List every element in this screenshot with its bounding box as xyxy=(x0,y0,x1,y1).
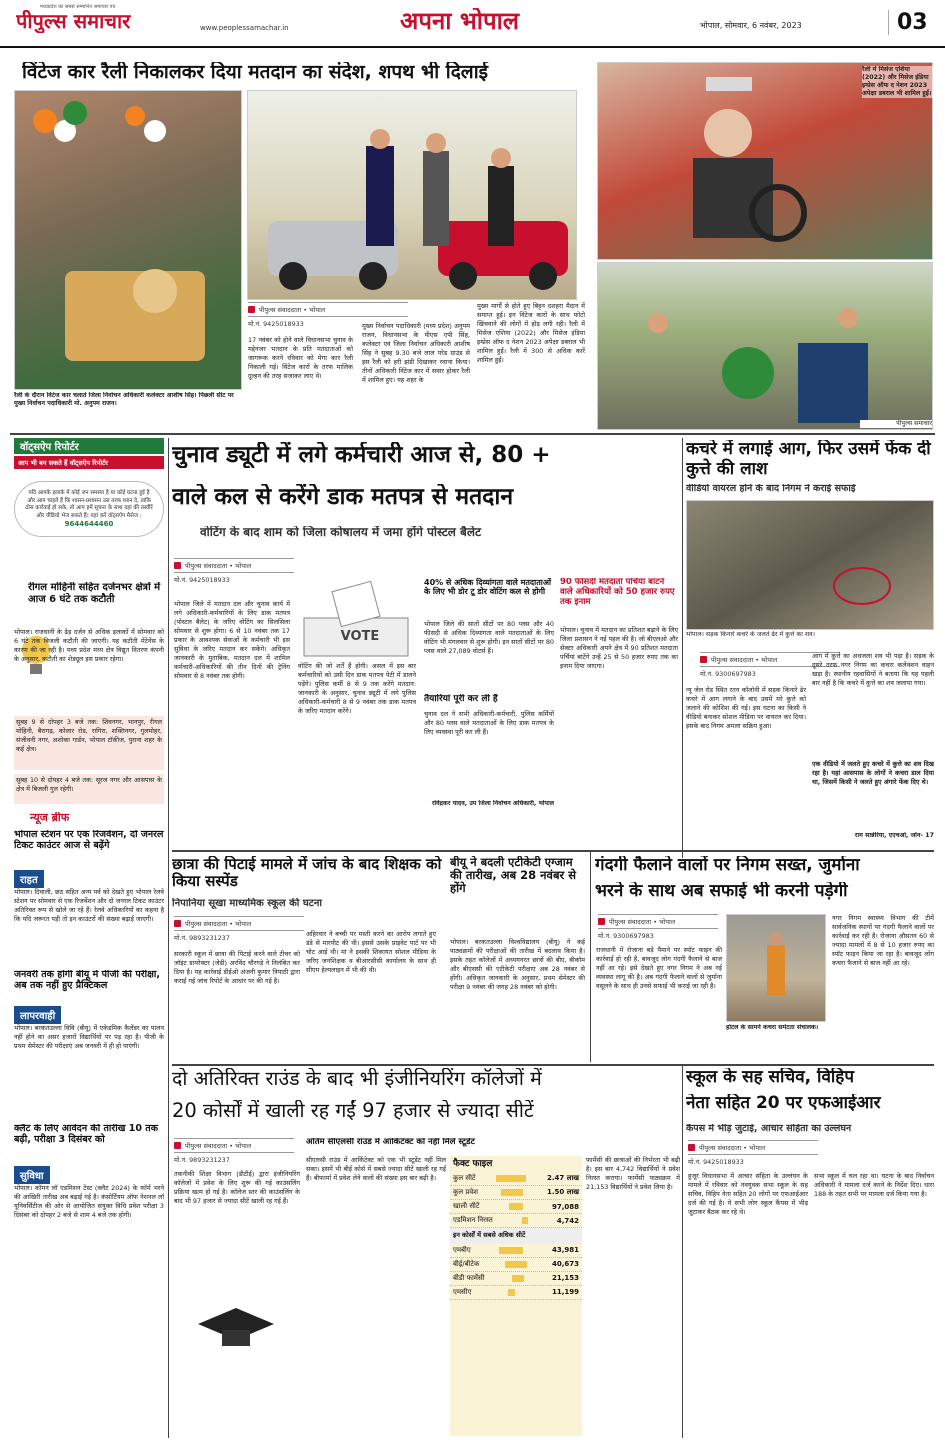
garbage-quote: एक वीडियो में जलते हुए कचरे में कुत्ते का शव दिख रहा है। यहां आसपास के लोगों ने कचरा डाल दिया था, जिसमें किसी ने जलते हुए अंगारे फेंक दिए थे। xyxy=(812,760,934,786)
section-title xyxy=(400,8,600,36)
suv-headline: क्लैट के लिए आवेदन की तारीख 10 तक बढ़ी, परीक्षा 3 दिसंबर को xyxy=(14,1124,158,1145)
byline xyxy=(248,302,408,317)
byline xyxy=(174,558,294,573)
prep-head: तैयारियां पूरी कर ली हैं xyxy=(424,694,498,704)
byline-text: पीपुल्स संवाददाता • भोपाल xyxy=(185,1142,252,1150)
vote-label: VOTE xyxy=(340,630,380,644)
engg-col-1: तकनीकी शिक्षा विभाग (डीटीई) द्वारा इंजीनियरिंग कॉलेजों में प्रवेश के लिए शुरू की गई काउंसलिंग प्रक्रिया खत्म हो गई है। कॉलेज स्तर की काउंसलिंग के बाद भी 97 हजार से ज्यादा सीटें खाली रह गई हैं। xyxy=(174,1170,300,1205)
mobile: मो.नं. 9425018933 xyxy=(174,576,230,584)
whatsapp-box xyxy=(14,438,164,578)
teacher-col-1: सरकारी स्कूल में छात्रा की पिटाई करने वाले टीचर को जॉइंट डायरेक्टर (जेडी) अरविंद चौरगड़े ने निलंबित कर दिया है। यह कार्रवाई डीईओ अंजनी कुमार त्रिपाठी द्वारा कराई गई जांच रिपोर्ट के आधार पर की गई है। xyxy=(174,950,300,985)
rahat-tag: राहत xyxy=(14,870,44,888)
fact-value: 4,742 xyxy=(556,1216,579,1225)
photo-credit: पीपुल्स समाचार xyxy=(860,420,932,428)
byline xyxy=(598,914,718,929)
engg-col-3: फार्मेसी की छात्राओं की निर्भरता भी बढ़ी है। इस बार 4,742 विद्यार्थियों ने प्रवेश निरस्त कराया। फार्मेसी पाठ्यक्रम में 21,153 विद्यार्थियों ने प्रवेश लिया है। xyxy=(586,1156,680,1191)
fact-label: बीडी फार्मेसी xyxy=(453,1273,485,1282)
fact-bar xyxy=(499,1247,523,1254)
garbage-quote-sign: राम सान्नेरिया, एएचओ, जोन- 17 xyxy=(854,832,934,839)
fact-row xyxy=(450,1186,582,1200)
site-url[interactable]: www.peoplessamachar.in xyxy=(200,24,289,32)
fact-label: बीई/बीटेक xyxy=(453,1259,480,1268)
fir-headline-2: नेता सहित 20 पर एफआईआर xyxy=(686,1094,881,1113)
fact-row xyxy=(450,1200,582,1214)
fact-value: 97,088 xyxy=(551,1202,579,1211)
lead-col-3: मुख्य मार्गों से होते हुए बिट्टन दशहरा मैदान में समाप्त हुई। इन विंटेज कारों के साथ फोटो खिंचवाने की लोगों में होड़ लगी रही। रैली में मिसेज एशिया (2022) और मिसेज इंडिया इम्प्रेस ऑफ द नेशन 2023 अपेक्षा डबराल भी शामिल हुईं। रैली में 300 से अधिक कारें शामिल हुईं। xyxy=(477,302,585,364)
byline xyxy=(688,1140,818,1155)
rahat-headline: भोपाल स्टेशन पर एक रिजर्वेशन, दो जनरल टिकट काउंटर आज से बढ़ेंगे xyxy=(14,830,164,851)
byline-text: पीपुल्स संवाददाता • भोपाल xyxy=(711,656,778,664)
fact-row xyxy=(450,1172,582,1186)
nigam-col-1: राजधानी में रोजाना बड़े पैमाने पर स्पॉट फाइन की कार्रवाई हो रही है, बावजूद लोग गंदगी फैलाने से बाज नहीं आ रहे। इसे देखते हुए नगर निगम ने अब नई व्यवस्था लागू की है। अब गंदगी फैलाने वालों से जुर्माना वसूलने के साथ ही उनसे सफाई भी कराई जा रही है। xyxy=(596,946,722,990)
dateline: भोपाल, सोमवार, 6 नवंबर, 2023 xyxy=(700,21,802,30)
mobile: मो.नं. 9425018933 xyxy=(248,320,304,328)
lead-photo-caption-right: रैली में मिसेज एशिया (2022) और मिसेज इंडिया इम्प्रेस ऑफ द नेशन 2023 अपेक्षा डबराल भी शामिल हुईं। xyxy=(862,66,934,98)
fact-bar xyxy=(501,1189,523,1196)
byline xyxy=(174,1138,294,1153)
engg-byline xyxy=(174,1138,294,1166)
byline-text: पीपुल्स संवाददाता • भोपाल xyxy=(699,1144,766,1152)
lead-col-1: 17 नवंबर को होने वाले विधानसभा चुनाव के मद्देनजर भतदान के प्रति मतदाताओं को जागरूक करने रविवार को मेगा कार रैली निकाली गई। विंटेज कारों के तरफ मालिक दूल्हन की तरह सजाकर लाए थे। xyxy=(248,336,353,380)
fact-label: एडमिशन निरस्त xyxy=(453,1216,493,1225)
nigam-headline-1: गंदगी फैलाने वालों पर निगम सख्त, जुर्माना xyxy=(595,856,860,875)
power-bullet-1 xyxy=(14,716,164,770)
brief-title: न्यूज ब्रीफ xyxy=(30,812,70,824)
engg-headline-1: दो अतिरिक्त राउंड के बाद भी इंजीनियरिंग कॉलेजों में xyxy=(172,1068,542,1090)
lead-photo-crowd xyxy=(597,262,933,430)
divider xyxy=(172,850,934,852)
power-bullet-1-text: सुबह 9 से दोपहर 3 बजे तक: शिवनगर, भानपुर, रीगल मोहिनी, बैरागढ़, कोलार रोड, रागिरा, शक्तिनगर, गुलमोहर, संजीवनी नगर, अशोका गार्डन, भोपाल टॉकीज, पुराना शहर के कई क्षेत्र। xyxy=(16,718,162,753)
fact-value: 11,199 xyxy=(551,1288,579,1297)
fact-file xyxy=(450,1156,582,1436)
nigam-headline-2: भरने के साथ अब सफाई भी करनी पड़ेगी xyxy=(595,882,848,901)
byline-text: पीपुल्स संवाददाता • भोपाल xyxy=(185,920,252,928)
logo: पीपुल्स समाचार xyxy=(16,10,131,33)
course-list xyxy=(450,1244,582,1300)
suv-body: भोपाल। कॉमन लॉ एडमिशन टेस्ट (क्लैट 2024) के फॉर्म भरने की आखिरी तारीख अब बढ़ाई गई है। कंसोर्टियम ऑफ नेशनल लॉ यूनिवर्सिटीज की ओर से आयोजित संयुक्त विधि प्रवेश परीक्षा 3 दिसंबर को दोपहर 2 बजे से शाम 4 बजे तक होगी। xyxy=(14,1184,164,1219)
lap-tag: लापरवाही xyxy=(14,1006,61,1024)
fact-value: 40,673 xyxy=(551,1260,579,1269)
rahat-body: भोपाल। दिवाली, छठ सहित अन्य पर्व को देखते हुए भोपाल रेलवे स्टेशन पर सोमवार से एक रिजर्वेशन और दो जनरल टिकट काउंटर अतिरिक्त रूप से खोले जा रहे हैं। रेलवे अधिकारियों का कहना है कि यदि जरूरत पड़ी तो इन काउंटरों की संख्या बढ़ाई जाएगी। xyxy=(14,888,164,923)
lead-photo-caption-left: रैली के दौरान विंटेज कार चलाते जिला निर्वाचन अधिकारी कलेक्टर आशीष सिंह। पिछली सीट पर मुख्य निर्वाचन पदाधिकारी मो. अनुपम राजन। xyxy=(14,392,234,407)
election-col-1: भोपाल जिले में मतदान दल और चुनाव कार्य में लगे अधिकारी-कर्मचारियों के लिए डाक मतपत्र (पोस्टल बैलेट) के जरिए वोटिंग का सिलसिला सोमवार से शुरू होगा। 6 से 10 नवंबर तक 17 प्रकार के आवश्यक सेवाओं के कर्मचारी भी इस सुविधा के जरिए मतदान कर सकेंगे। अधिकृत जानकारी के मुताबिक, मतदान दल में शामिल कर्मचारी-अधिकारियों की तीन दिनों की ट्रेनिंग सोमवार से 8 नवंबर तक होगी। xyxy=(174,600,290,680)
power-body: भोपाल। राजधानी के ढेड़ दर्जन से अधिक इलाकों में सोमवार को 6 घंटे तक बिजली कटौती की जाएगी। यह कटौती मेंटेनेंस के कारण की जा रही है। मध्य प्रदेश मध्य क्षेत्र विद्युत वितरण कंपनी के अनुसार, कटौती का शेड्यूल इस प्रकार रहेगा। xyxy=(14,628,164,663)
fact-title: फैक्ट फाइल xyxy=(453,1159,493,1169)
fact-value: 1.50 लाख xyxy=(546,1188,579,1197)
fact-row xyxy=(450,1286,582,1300)
engg-headline-2: 20 कोर्सों में खाली रह गईं 97 हजार से ज्यादा सीटें xyxy=(172,1100,534,1122)
garbage-photo xyxy=(686,500,934,630)
mobile: मो.नं. 9300697983 xyxy=(598,932,654,940)
nigam-col-2: नगर निगम स्वास्थ्य विभाग की टीमें सार्वजनिक स्थानों पर गंदगी फैलाने वालों पर कार्रवाई कर रही है। रोजाना औसतन 60 से ज्यादा मामलों में 8 से 10 हजार रुपए का स्पॉट फाइन किया जा रहा है। बावजूद लोग कचरा फैलाने से बाज नहीं आ रहे। xyxy=(832,914,934,967)
election-col-2: वोटिंग की जो शर्तें हैं होगी। असल में इस बार कर्मचारियों को उसी दिन डाक मतपत्र पेटी में डालने पड़ेंगे। पुलिस कर्मी 8 से 9 तक करेंगे मतदान: जानकारी के अनुसार, चुनाव ड्यूटी में लगे पुलिस अधिकारी-कर्मचारी 8 से 9 नवंबर तक डाक मतपत्र के जरिए मतदान करेंगे। xyxy=(298,662,416,715)
teacher-col-2: अहिरवार ने बच्ची पर मस्ती करने का आरोप लगाते हुए डंडे से मारपीट की थी। इससे उसके प्राइवेट पार्ट पर भी चोट आई थी। मां ने इसकी शिकायत सोशल मीडिया के जरिए जनशिक्षक व बीआरसीसी कार्यालय के साथ ही सीएम हेल्पलाइन में भी की थी। xyxy=(306,930,436,974)
mobile: मो.नं. 9425018933 xyxy=(688,1158,744,1166)
power-bullet-2-text: सुबह 10 से दोपहर 4 बजे तक: सूरज नगर और आसपास के क्षेत्र में बिजली गुल रहेगी। xyxy=(16,776,162,793)
divider xyxy=(172,1064,934,1066)
election-col-4: भोपाल। चुनाव में मतदान का प्रतिशत बढ़ाने के लिए जिला प्रशासन ने नई पहल की है। जो बीएलओ और सेक्टर अधिकारी अपने क्षेत्र में 90 प्रतिशत मतदाता पर्चियां बांटेंगे उन्हें 25 से 50 हजार रुपए तक का इनाम दिया जाएगा। xyxy=(560,626,678,670)
engg-sub-2: अंतिम सीएलसी राउंड में आर्किटेक्ट को नहीं मिले स्टूडेंट xyxy=(306,1138,475,1147)
whatsapp-subtitle: आप भी बन सकते हैं वॉट्सऐप रिपोर्टर xyxy=(14,456,164,469)
mobile: मो.नं. 9300697983 xyxy=(700,670,756,678)
fact-label: एमबीए xyxy=(453,1245,471,1254)
fir-col-1: हुजूर विधानसभा में आचार संहिता के उल्लंघन के मामले में रविवार को नवयुवक सभा स्कूल के सह सचिव, विहिप नेता सहित 20 लोगों पर एफआईआर दर्ज की गई है। ये सभी लोग स्कूल कैंपस में भीड़ जुटाकर बैठक कर रहे थे। xyxy=(688,1172,808,1216)
election-headline-1: चुनाव ड्यूटी में लगे कर्मचारी आज से, 80 + xyxy=(172,442,551,468)
fact-row xyxy=(450,1258,582,1272)
election-col-4-head: 90 फीसदी मतदाता पर्चियां बांटने वाले अधिकारियों को 50 हजार रुपए तक इनाम xyxy=(560,578,675,607)
election-sub: वोटिंग के बाद शाम को जिला कोषालय में जमा होंगे पोस्टल बैलेट xyxy=(200,526,482,539)
lead-headline: विंटेज कार रैली निकालकर दिया मतदान का संदेश, शपथ भी दिलाई xyxy=(22,62,488,83)
power-headline: रीगल मोहिनी सहित दर्जनभर क्षेत्रों में आज 6 घंटे तक कटौती xyxy=(28,582,161,605)
nigam-photo-caption: होटल के सामने कचरा समेटता संचालक। xyxy=(726,1024,819,1031)
lap-headline: जनवरी तक होगी बीयू में पीजी की परीक्षा, अब तक नहीं हुए प्रैक्टिकल xyxy=(14,970,160,991)
vintage-car-graphic xyxy=(248,91,577,300)
garbage-headline: कचरे में लगाई आग, फिर उसमें फेंक दी कुत्ते की लाश xyxy=(686,440,931,479)
fact-label: एमसीए xyxy=(453,1287,472,1296)
engg-col-2: सीएलसी राउंड में आर्किटेक्ट को एक भी स्टूडेंट नहीं मिल सका। इसमें भी बीई कोर्स में सबसे ज्यादा सीटें खाली रह गईं हैं। बीफार्मा में प्रवेश लेने वालों की संख्या इस बार बढ़ी है। xyxy=(306,1156,446,1182)
fir-col-2: सभा स्कूल में चल रहा था। घटना के बाद निर्वाचन अधिकारी ने मामला दर्ज करने के निर्देश दिए। धारा 188 के तहत सभी पर मामला दर्ज किया गया है। xyxy=(814,1172,934,1198)
fact-label: कुल सीटें xyxy=(453,1174,476,1183)
byline xyxy=(174,916,304,931)
teacher-sub: निपानिया सूखा माध्यमिक स्कूल की घटना xyxy=(172,898,322,909)
fact-bar xyxy=(509,1203,523,1210)
fact-list xyxy=(450,1172,582,1228)
divider xyxy=(590,852,591,1062)
fact-value: 43,981 xyxy=(551,1246,579,1255)
fact-bar xyxy=(505,1261,527,1268)
crowd-graphic xyxy=(598,263,933,430)
vote-box-graphic xyxy=(296,578,416,658)
lead-photo-cars xyxy=(247,90,577,300)
fir-byline xyxy=(688,1140,818,1168)
election-headline-2: वाले कल से करेंगे डाक मतपत्र से मतदान xyxy=(172,484,514,510)
suv-tag: सुविधा xyxy=(14,1166,50,1184)
fact-value: 21,153 xyxy=(551,1274,579,1283)
fact-bar xyxy=(508,1289,515,1296)
prep-sign: रविंद्रकर यादव, उप जिला निर्वाचन अधिकारी, भोपाल xyxy=(431,800,554,807)
mobile: मो.नं. 9893231237 xyxy=(174,934,230,942)
election-col-3-head: 40% से अधिक दिव्यांगता वाले मतदाताओं के लिए भी डोर टू डोर वोटिंग कल से होगी xyxy=(424,578,552,597)
whatsapp-phone[interactable]: 9644644460 xyxy=(64,520,114,528)
fact-label: खाली सीटें xyxy=(453,1202,480,1211)
fact-row xyxy=(450,1244,582,1258)
fact-row xyxy=(450,1214,582,1228)
page-number: 03 xyxy=(888,10,938,35)
nigam-photo xyxy=(726,914,826,1022)
balloons-graphic xyxy=(15,91,242,390)
prep-body: चुनाव दल ने सभी अधिकारी-कर्मचारी, पुलिस कर्मियों और 80 प्लस वाले मतदाताओं के लिए डाक मतपत्र के लिए व्यवस्था पूरी कर ली हैं। xyxy=(424,710,554,736)
byline-text: पीपुल्स संवाददाता • भोपाल xyxy=(185,562,252,570)
fir-sub: कैंपस में भीड़ जुटाई, आचार संहिता का उल्लंघन xyxy=(686,1124,852,1134)
election-col-3: भोपाल जिले की सातों सीटों पर 80 प्लस और 40 फीसदी से अधिक दिव्यांगता वाले मतदाताओं के लिए वोटिंग भी मंगलवार से शुरू होगी। इन सातों सीटों पर 80 प्लस वाले 27,089 वोटर्स हैं। xyxy=(424,620,554,655)
divider xyxy=(682,438,683,858)
byline-text: पीपुल्स संवाददाता • भोपाल xyxy=(609,918,676,926)
fir-headline-1: स्कूल के सह सचिव, विहिप xyxy=(686,1068,854,1087)
teacher-headline: छात्रा की पिटाई मामले में जांच के बाद शिक्षक को किया सस्पेंड xyxy=(172,856,442,891)
garbage-col-2: आग में कुत्ते का अधजला शव भी पड़ा है। सड़क के दूसरे तरफ नगर निगम का कचरा कलेक्शन वाहन खड़ा है। स्थानीय रहवासियों ने बताया कि यह पहली बार नहीं है कि कचरे में कुत्ते का शव जलाया गया। xyxy=(812,652,934,687)
fact-bar xyxy=(522,1217,528,1224)
garbage-sub: वीडियो वायरल होने के बाद निगम ने कराई सफाई xyxy=(686,484,856,494)
whatsapp-bubble xyxy=(14,481,164,537)
nigam-byline xyxy=(598,914,718,942)
fact-row xyxy=(450,1272,582,1286)
lead-col-2: मुख्य निर्वाचन पदाधिकारी (मध्य प्रदेश) अनुपम राजन, विधानसभा के पीएस एपी सिंह, कलेक्टर एवं जिला निर्वाचन अधिकारी आशीष सिंह ने सुबह 9.30 बजे लाल परेड ग्राउंड से इस रैली को हरी झंडी दिखाकर रवाना किया। तीनों अधिकारी विंटेज कार में सवार होकर रैली में शामिल हुए। यह शहर के xyxy=(362,322,470,384)
divider xyxy=(682,1066,683,1438)
garbage-col-1: न्यू जेल रोड स्थित रतन कॉलोनी में सड़क किनारे ढेर कचरे में आग लगाने के बाद उसमें मरे कुत्ते को जलाने की कोशिश की गई। इस घटना का किसी ने वीडियो बनाकर सोशल मीडिया पर वायरल कर दिया। इसके बाद निगम अमला सक्रिय हुआ। xyxy=(686,686,806,730)
garbage-photo-caption: भोपाल। सड़क किनारे कचरे के जलते ढेर में कुत्ते का शव। xyxy=(686,631,816,638)
graduation-cap-icon xyxy=(196,1300,276,1360)
bu-body: भोपाल। बरकतउल्ला विश्वविद्यालय (बीयू) ने कई पाठ्यक्रमों की परीक्षाओं की तारीख में बदलाव किया है। इसके तहत कॉलेजों में अध्ययनरत छात्रों की बीए, बीकॉम और बीएससी की एटीकेटी परीक्षाएं अब 28 नवंबर से होंगी। अधिकृत जानकारी के अनुसार, प्रथम सेमेस्टर की परीक्षा 9 नवंबर की जगह 28 नवंबर को होगी। xyxy=(450,938,585,991)
divider xyxy=(168,438,169,1438)
election-byline xyxy=(174,558,294,586)
bu-headline: बीयू ने बदली एटीकेटी एग्जाम की तारीख, अब 28 नवंबर से होंगे xyxy=(450,856,576,896)
section-title-text: अपना भोपाल xyxy=(400,8,520,35)
masthead xyxy=(0,0,945,48)
fact-label: कुल प्रवेश xyxy=(453,1188,478,1197)
mobile: मो.नं. 9893231237 xyxy=(174,1156,230,1164)
whatsapp-title: वॉट्सऐप रिपोर्टर xyxy=(14,438,164,454)
whatsapp-body: यदि आपके इलाके में कोई जन समस्या है या कोई घटना हुई है और आप चाहते हैं कि शासन-प्रशासन उस तरफ ध्यान दे, ताकि ठोस कार्रवाई हो सके, तो आप हमें सूचना के साथ वहां की तस्वीरें और वीडियो भेज सकते हैं। यहां करें वॉट्सऐप मैसेज : xyxy=(25,490,153,519)
lap-body: भोपाल। बरकतउल्ला विवि (बीयू) में एकेडमिक कैलेंडर का पालन नहीं होने का असर हजारों विद्यार्थियों पर पड़ रहा है। पीजी के प्रथम सेमेस्टर की परीक्षाएं अब जनवरी में ही हो पाएंगी। xyxy=(14,1024,164,1050)
fact-bar xyxy=(512,1275,524,1282)
power-bullet-2 xyxy=(14,774,164,804)
divider xyxy=(10,433,935,435)
lead-photo-main xyxy=(14,90,242,390)
byline-text: पीपुल्स संवाददाता • भोपाल xyxy=(259,306,326,314)
fact-sub: इन कोर्सों में सबसे अधिक सीटें xyxy=(450,1228,582,1243)
fact-bar xyxy=(496,1175,526,1182)
teacher-byline xyxy=(174,916,304,944)
logo-tagline: मध्यप्रदेश का सबसे सम्मानित समाचार पत्र xyxy=(40,4,116,10)
fact-value: 2.47 लाख xyxy=(546,1174,579,1183)
